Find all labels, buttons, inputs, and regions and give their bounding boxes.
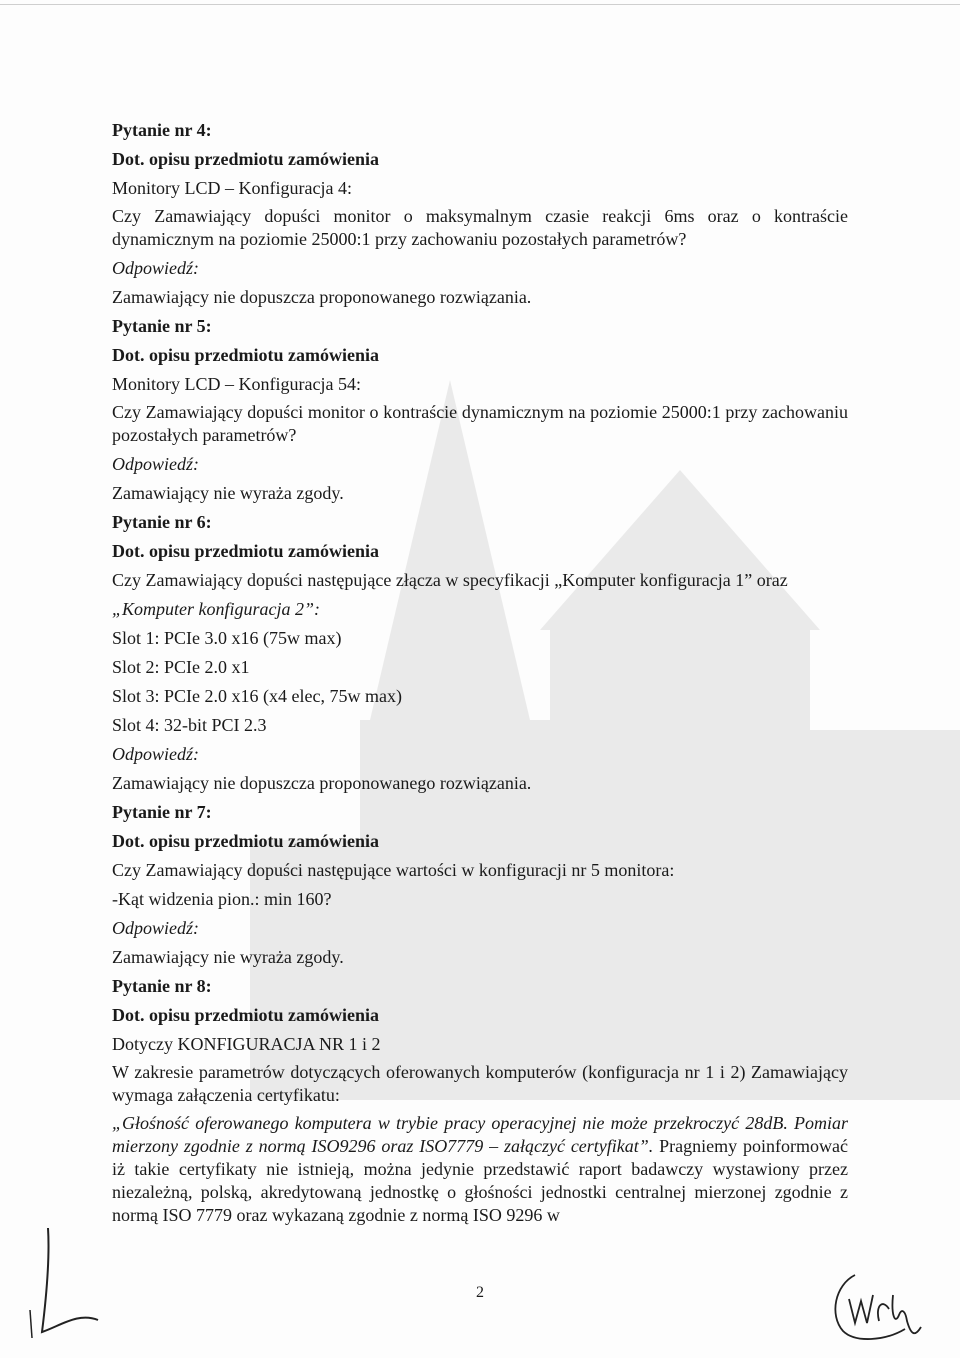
intro-text: W zakresie parametrów dotyczących oferowanych komputerów (konfiguracja nr 1 i 2) Zamawiający wymaga załączenia certyfikatu: — [112, 1062, 848, 1105]
reference-line: Dot. opisu przedmiotu zamówienia — [112, 831, 379, 851]
initials-signature-right — [825, 1265, 935, 1345]
slot-item: Slot 2: PCIe 2.0 x1 — [112, 657, 250, 677]
reference-line: Dot. opisu przedmiotu zamówienia — [112, 149, 379, 169]
page-number: 2 — [476, 1284, 484, 1301]
answer-label: Odpowiedź: — [112, 258, 199, 278]
reference-line: Dot. opisu przedmiotu zamówienia — [112, 345, 379, 365]
question-heading: Pytanie nr 8: — [112, 976, 212, 996]
subject-line: Monitory LCD – Konfiguracja 4: — [112, 178, 352, 198]
document-body — [112, 118, 848, 1232]
answer-text: Zamawiający nie wyraża zgody. — [112, 947, 344, 967]
answer-text: Zamawiający nie dopuszcza proponowanego rozwiązania. — [112, 287, 532, 307]
question-heading: Pytanie nr 7: — [112, 802, 212, 822]
answer-text: Zamawiający nie wyraża zgody. — [112, 483, 344, 503]
answer-label: Odpowiedź: — [112, 454, 199, 474]
reference-line: Dot. opisu przedmiotu zamówienia — [112, 1005, 379, 1025]
slot-item: Slot 4: 32-bit PCI 2.3 — [112, 715, 267, 735]
question-heading: Pytanie nr 4: — [112, 120, 212, 140]
question-detail: -Kąt widzenia pion.: min 160? — [112, 889, 332, 909]
slot-item: Slot 3: PCIe 2.0 x16 (x4 elec, 75w max) — [112, 686, 402, 706]
subject-line: Dotyczy KONFIGURACJA NR 1 i 2 — [112, 1034, 381, 1054]
question-text: Czy Zamawiający dopuści monitor o kontraście dynamicznym na poziomie 25000:1 przy zachowaniu pozostałych parametrów? — [112, 402, 848, 445]
initials-signature-left — [20, 1220, 110, 1340]
subject-line: Monitory LCD – Konfiguracja 54: — [112, 374, 361, 394]
question-heading: Pytanie nr 6: — [112, 512, 212, 532]
question-text-italic: „Komputer konfiguracja 2”: — [112, 599, 321, 619]
question-heading: Pytanie nr 5: — [112, 316, 212, 336]
answer-label: Odpowiedź: — [112, 918, 199, 938]
question-text: Czy Zamawiający dopuści następujące złącza w specyfikacji „Komputer konfiguracja 1” oraz — [112, 570, 788, 590]
continuation-text: Pragniemy poinformować iż takie certyfikaty nie istnieją, można jedynie przedstawić raport badawczy wystawiony przez niezależną, polską, akredytowaną jednostkę o głośności jednostki centralnej mierzonej zgodnie z normą ISO 7779 oraz wykazaną zgodnie z normą ISO 9296 w — [112, 1136, 848, 1225]
answer-text: Zamawiający nie dopuszcza proponowanego rozwiązania. — [112, 773, 532, 793]
reference-line: Dot. opisu przedmiotu zamówienia — [112, 541, 379, 561]
top-edge-line — [0, 4, 960, 5]
slot-item: Slot 1: PCIe 3.0 x16 (75w max) — [112, 628, 342, 648]
question-text: Czy Zamawiający dopuści następujące wartości w konfiguracji nr 5 monitora: — [112, 860, 675, 880]
certificate-quote: „Głośność oferowanego komputera w trybie pracy operacyjnej nie może przekroczyć 28dB. Pomiar mierzony zgodnie z normą ISO9296 oraz ISO7779 – załączyć certyfikat”. — [112, 1113, 848, 1156]
answer-label: Odpowiedź: — [112, 744, 199, 764]
question-text: Czy Zamawiający dopuści monitor o maksymalnym czasie reakcji 6ms oraz o kontraście dynamicznym na poziomie 25000:1 przy zachowaniu pozostałych parametrów? — [112, 206, 848, 249]
quote-paragraph — [112, 1112, 848, 1227]
